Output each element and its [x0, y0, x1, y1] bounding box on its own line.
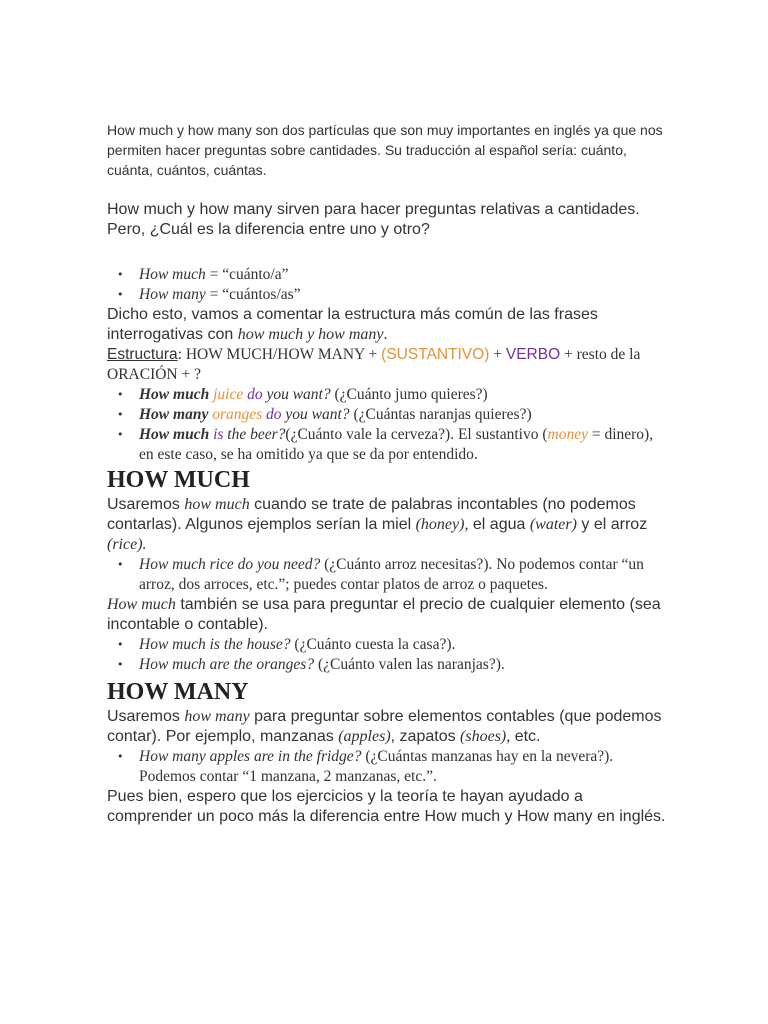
how-much-heading: HOW MUCH [107, 467, 250, 493]
closing-paragraph: Pues bien, espero que los ejercicios y la teoría te hayan ayudado a comprender un poco más la diferencia entre How much y How many en inglés. [107, 788, 666, 825]
how-much-paragraph: Usaremos how much cuando se trate de palabras incontables (no podemos contarlas). Algunos ejemplos serían la miel (honey), el agua (water) y el arroz (rice). [107, 496, 648, 553]
list-item: • How much rice do you need? (¿Cuánto arroz necesitas?). No podemos contar “un arroz, dos arroces, etc.”; puedes contar platos de arroz o paquetes. [139, 555, 667, 595]
list-item: • How much is the beer?(¿Cuánto vale la cerveza?). El sustantivo (money = dinero), en este caso, se ha omitido ya que se da por entendido. [139, 425, 667, 465]
price-paragraph: How much también se usa para preguntar el precio de cualquier elemento (sea incontable o contable). [107, 596, 661, 633]
how-many-heading: HOW MANY [107, 679, 249, 705]
how-many-paragraph: Usaremos how many para preguntar sobre elementos contables (que podemos contar). Por ejemplo, manzanas (apples), zapatos (shoes), etc. [107, 708, 662, 745]
list-item: • How many = “cuántos/as” [139, 285, 667, 305]
price-example-list [107, 635, 667, 675]
list-item: • How much juice do you want? (¿Cuánto jumo quieres?) [139, 385, 667, 405]
list-item: • How many apples are in the fridge? (¿Cuántas manzanas hay en la nevera?). Podemos contar “1 manzana, 2 manzanas, etc.”. [139, 747, 667, 787]
dicho-paragraph: Dicho esto, vamos a comentar la estructura más común de las frases interrogativas con how much y how many. [107, 306, 598, 343]
how-many-example-list [107, 747, 667, 787]
question-paragraph: How much y how many sirven para hacer preguntas relativas a cantidades. Pero, ¿Cuál es la diferencia entre uno y otro? [107, 201, 640, 238]
document-body [107, 120, 667, 827]
list-item: • How much are the oranges? (¿Cuánto valen las naranjas?). [139, 655, 667, 675]
definitions-list [107, 265, 667, 305]
intro-paragraph: How much y how many son dos partículas que son muy importantes en inglés ya que nos permiten hacer preguntas sobre cantidades. Su traducción al español sería: cuánto, cuánta, cuántos, cuántas. [107, 122, 663, 178]
examples-list [107, 385, 667, 465]
list-item: • How many oranges do you want? (¿Cuántas naranjas quieres?) [139, 405, 667, 425]
list-item: • How much = “cuánto/a” [139, 265, 667, 285]
list-item: • How much is the house? (¿Cuánto cuesta la casa?). [139, 635, 667, 655]
how-much-example-list [107, 555, 667, 595]
structure-line: Estructura: HOW MUCH/HOW MANY + (SUSTANTIVO) + VERBO + resto de la ORACIÓN + ? [107, 346, 641, 383]
